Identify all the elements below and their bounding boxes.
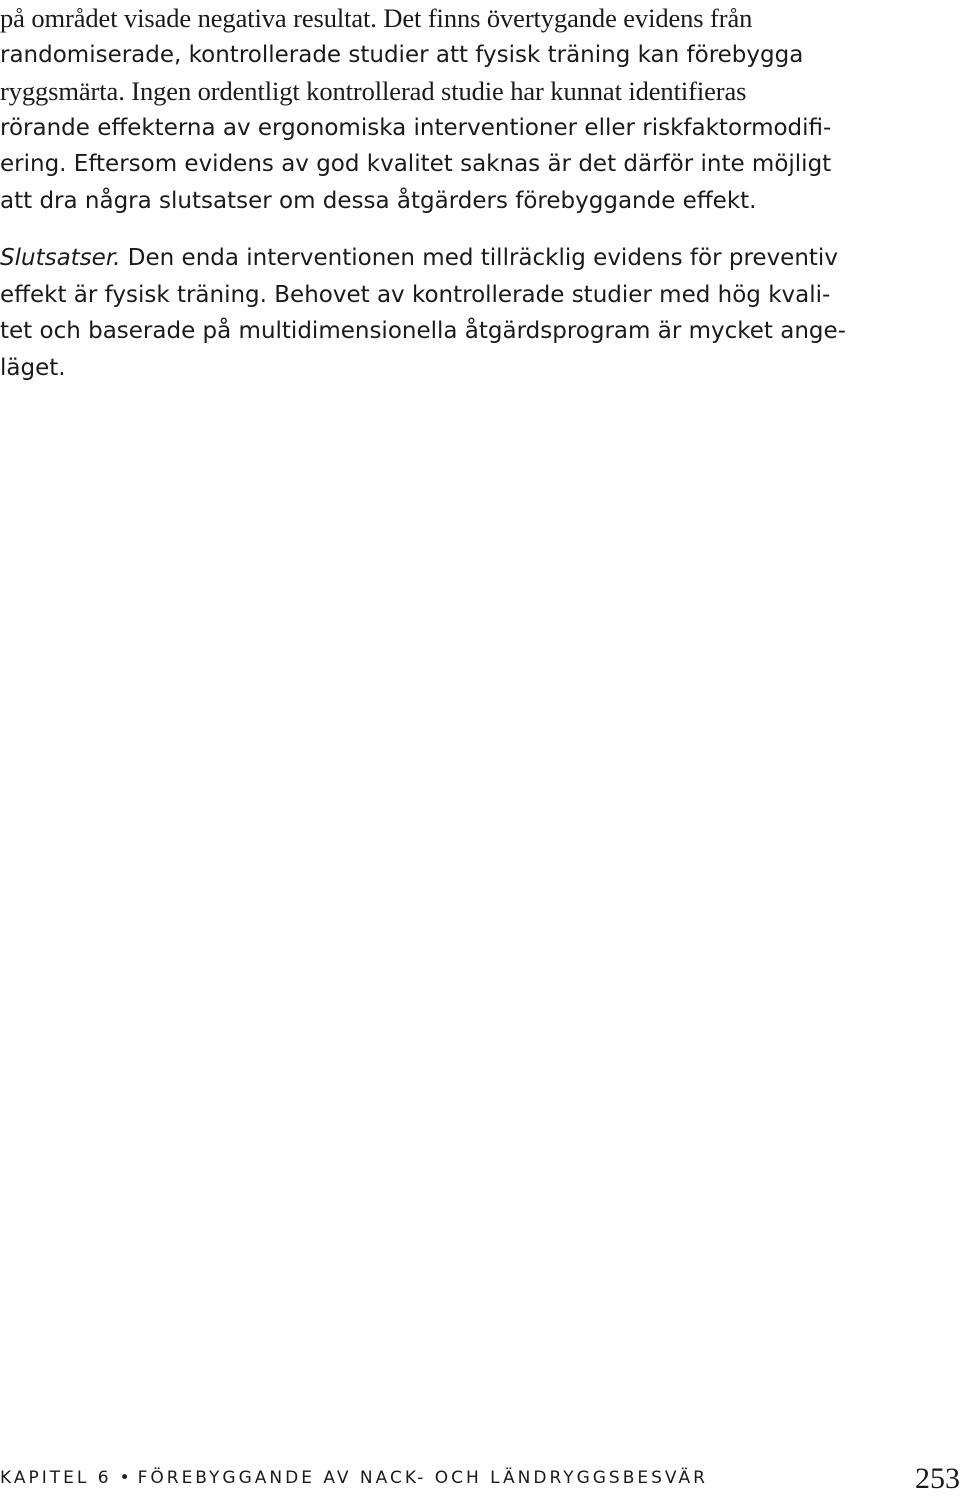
page-footer (0, 1462, 960, 1498)
text-line: rörande effekterna av ergonomiska interventioner eller riskfaktormodifi- (0, 114, 832, 141)
bullet-separator: • (119, 1468, 130, 1488)
text-line (0, 240, 960, 277)
text-line: att dra några slutsatser om dessa åtgärders förebyggande effekt. (0, 187, 757, 214)
conclusion-heading: Slutsatser. (0, 245, 121, 271)
text-line: ryggsmärta. Ingen ordentligt kontrollerad studie har kunnat identifieras (0, 76, 747, 106)
text-run: Den enda interventionen med tillräcklig evidens för preventiv (120, 245, 838, 271)
running-head (0, 1468, 708, 1488)
text-line: på området visade negativa resultat. Det finns övertygande evidens från (0, 3, 753, 33)
text-line: randomiserade, kontrollerade studier att fysisk träning kan förebygga (0, 41, 804, 68)
page-number: 253 (915, 1462, 960, 1495)
chapter-label: KAPITEL 6 (0, 1468, 112, 1488)
paragraph-gap (0, 219, 960, 240)
body-text (0, 0, 960, 386)
text-line: tet och baserade på multidimensionella åtgärdsprogram är mycket ange- (0, 318, 846, 344)
chapter-title: FÖREBYGGANDE AV NACK- OCH LÄNDRYGGSBESVÄR (137, 1468, 708, 1488)
text-line: ering. Eftersom evidens av god kvalitet saknas är det därför inte möjligt (0, 151, 832, 177)
text-line: effekt är fysisk träning. Behovet av kontrollerade studier med hög kvali- (0, 281, 831, 308)
text-line: läget. (0, 354, 66, 381)
